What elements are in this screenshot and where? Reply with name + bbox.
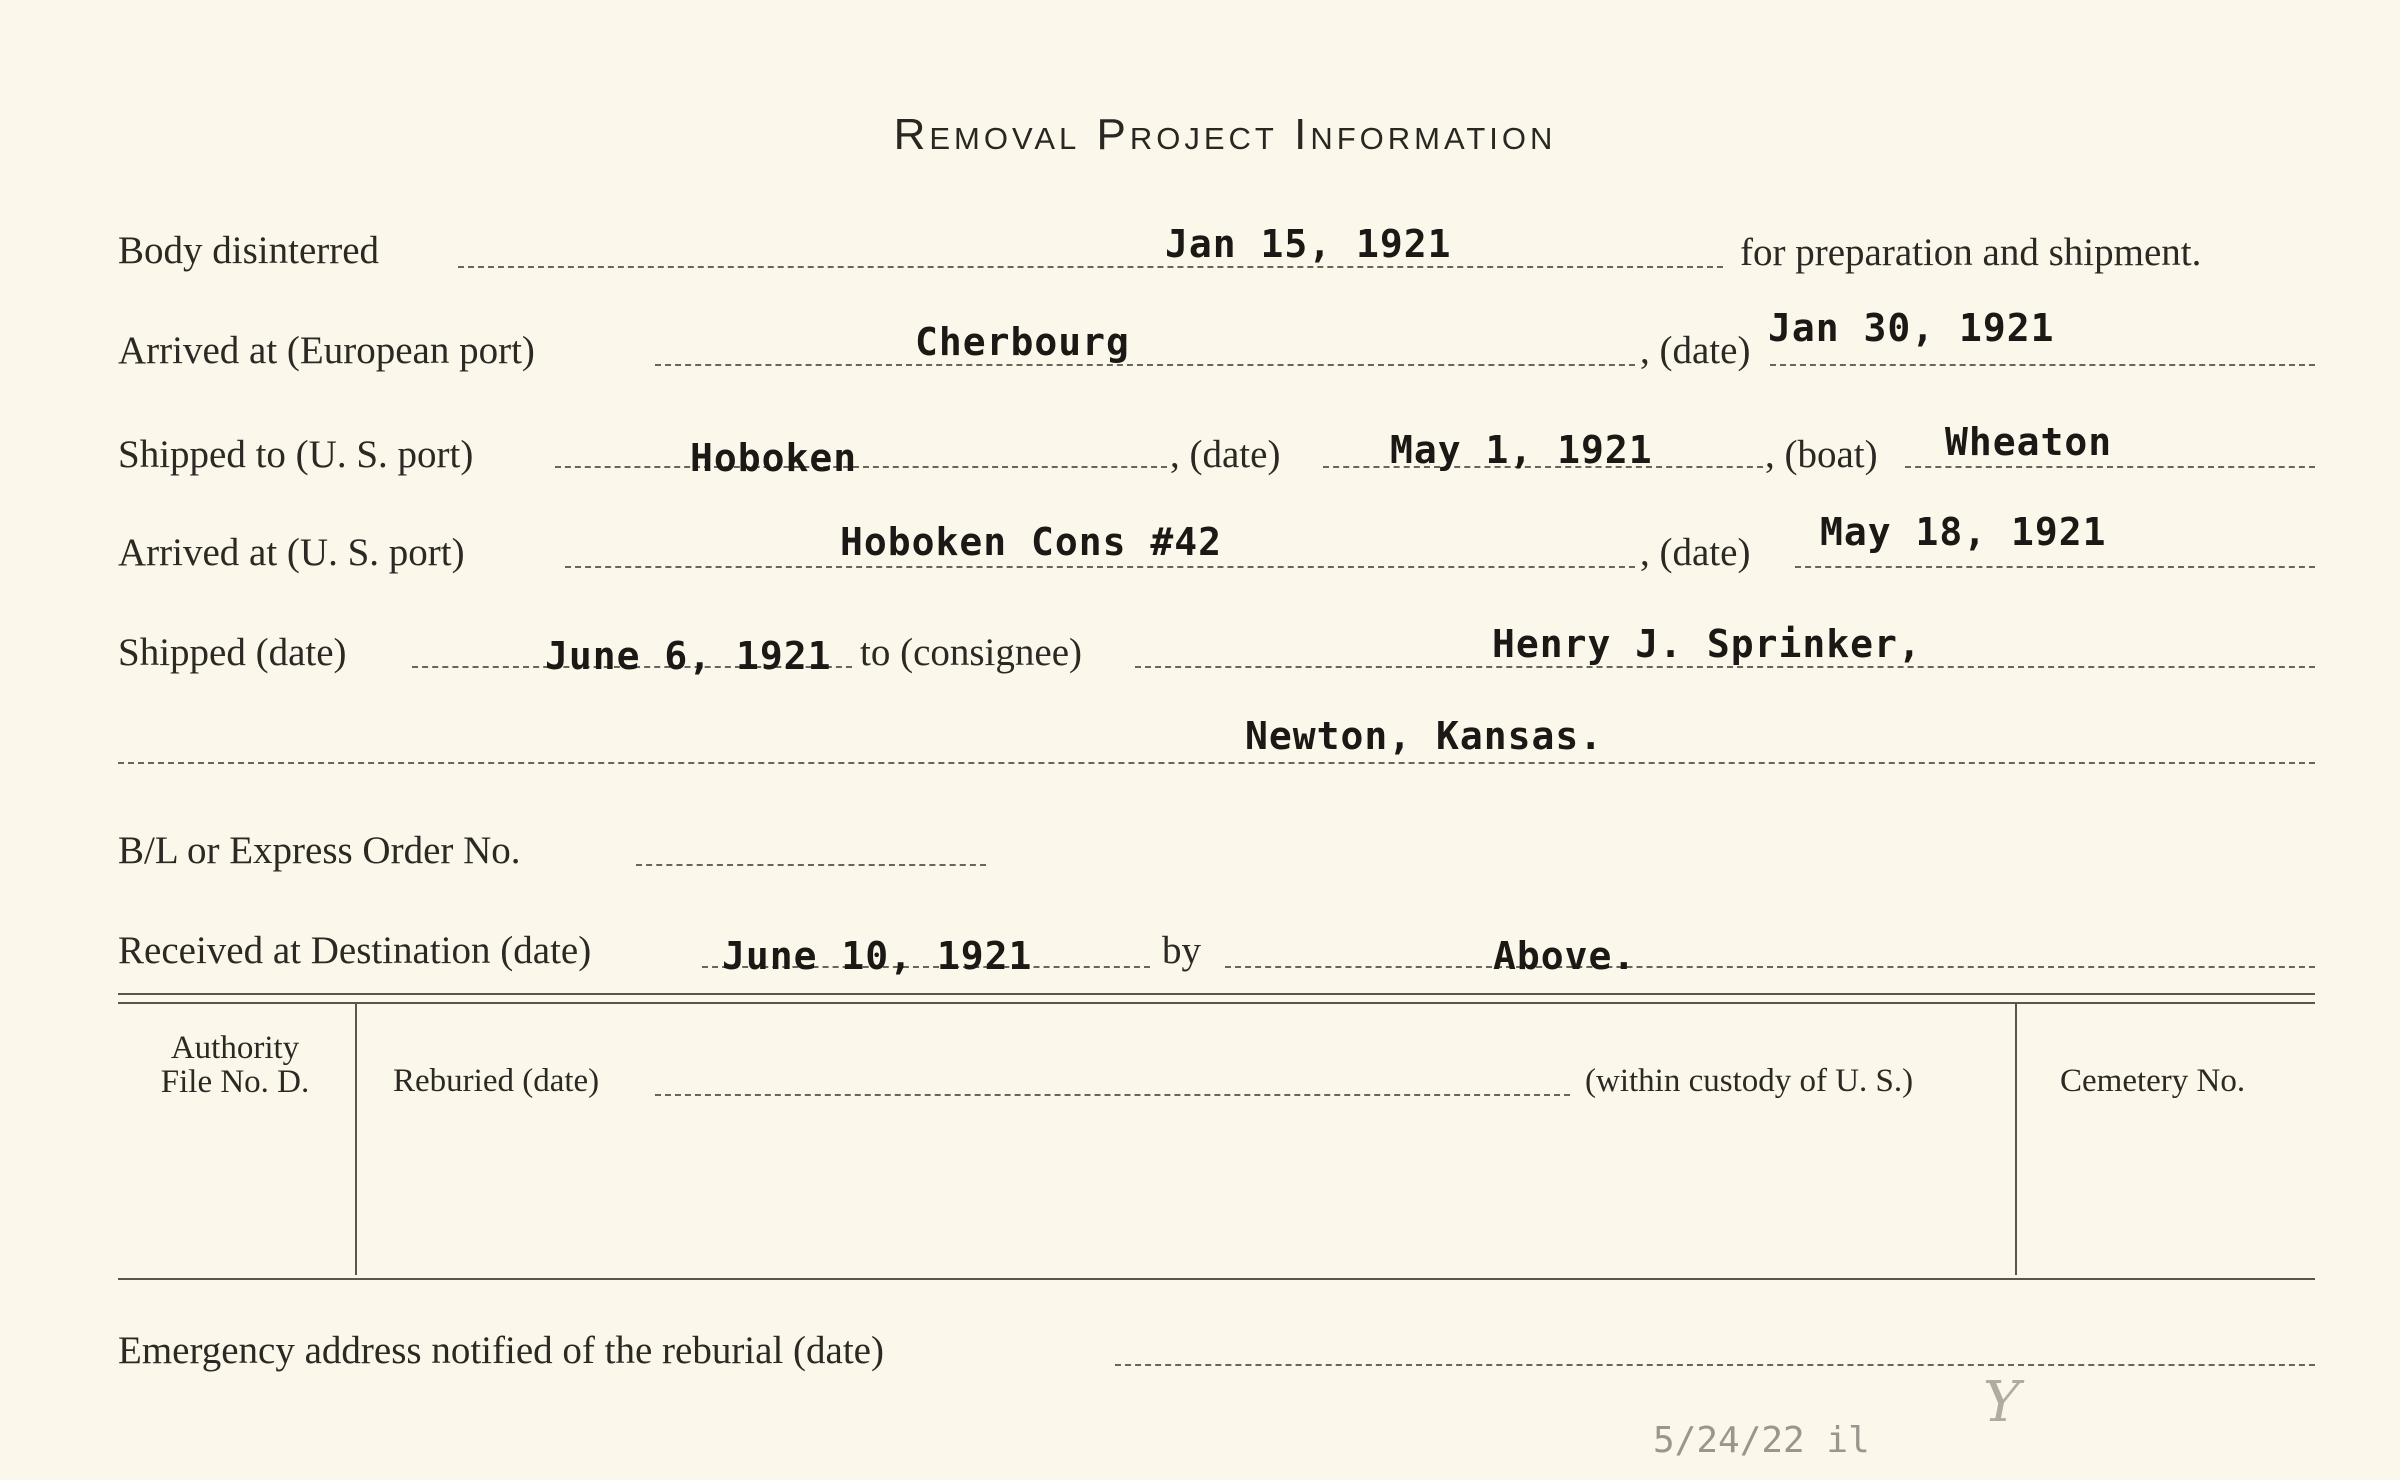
received-by-label: by xyxy=(1162,929,1201,972)
european-date-value: Jan 30, 1921 xyxy=(1768,306,2055,350)
us-port-shipped-label: Shipped to (U. S. port) xyxy=(118,433,474,476)
authority-label-line2: File No. D. xyxy=(160,1064,310,1100)
box-bottom-rule xyxy=(118,1278,2315,1280)
european-date-label: , (date) xyxy=(1640,329,1751,372)
received-by-line xyxy=(1225,966,2315,968)
boat-value: Wheaton xyxy=(1945,420,2113,464)
us-port-shipped-line xyxy=(555,466,1167,468)
european-port-value: Cherbourg xyxy=(915,320,1130,364)
consignee-line2: Newton, Kansas. xyxy=(1245,714,1604,758)
box-divider-right xyxy=(2015,1003,2017,1275)
disinterred-line xyxy=(458,266,1723,268)
emergency-line xyxy=(1115,1364,2315,1366)
custody-label: (within custody of U. S.) xyxy=(1585,1063,1914,1099)
box-top-rule-2 xyxy=(118,1002,2315,1004)
received-label: Received at Destination (date) xyxy=(118,929,592,972)
bl-label: B/L or Express Order No. xyxy=(118,829,521,872)
european-date-line xyxy=(1770,364,2315,366)
card-title: Removal Project Information xyxy=(893,110,1557,159)
box-divider-left xyxy=(355,1003,357,1275)
shipped-date-label: Shipped (date) xyxy=(118,631,347,674)
pencil-mark: Y xyxy=(1983,1370,2020,1435)
us-port-shipped-value: Hoboken xyxy=(690,436,858,480)
bl-line xyxy=(636,864,986,866)
emergency-label: Emergency address notified of the reburial (date) xyxy=(118,1329,884,1372)
box-top-rule-1 xyxy=(118,993,2315,995)
european-port-line xyxy=(655,364,1635,366)
boat-line xyxy=(1905,466,2315,468)
received-by-value: Above. xyxy=(1493,934,1637,978)
reburied-line xyxy=(655,1094,1570,1096)
us-arrived-date-label: , (date) xyxy=(1640,531,1751,574)
consignee-label: to (consignee) xyxy=(860,631,1083,674)
consignee-line xyxy=(1135,666,2315,668)
us-port-arrived-value: Hoboken Cons #42 xyxy=(840,520,1223,564)
reburied-label: Reburied (date) xyxy=(393,1063,600,1099)
cemetery-label: Cemetery No. xyxy=(2060,1063,2246,1099)
consignee-address-line xyxy=(118,762,2315,764)
us-arrived-date-value: May 18, 1921 xyxy=(1820,510,2107,554)
received-date-value: June 10, 1921 xyxy=(722,934,1033,978)
us-arrived-date-line xyxy=(1795,566,2315,568)
shipped-date-value: June 6, 1921 xyxy=(545,634,832,678)
disinterred-date: Jan 15, 1921 xyxy=(1165,222,1452,266)
us-port-arrived-label: Arrived at (U. S. port) xyxy=(118,531,465,574)
us-shipped-date-label: , (date) xyxy=(1170,433,1281,476)
us-shipped-date-value: May 1, 1921 xyxy=(1390,428,1653,472)
us-port-arrived-line xyxy=(565,566,1635,568)
date-stamp: 5/24/22 il xyxy=(1653,1420,1870,1461)
authority-label-line1: Authority xyxy=(170,1030,300,1066)
consignee-line1: Henry J. Sprinker, xyxy=(1492,622,1922,666)
disinterred-label: Body disinterred xyxy=(118,229,380,272)
boat-label: , (boat) xyxy=(1765,433,1878,476)
disinterred-suffix: for preparation and shipment. xyxy=(1740,231,2202,274)
european-port-label: Arrived at (European port) xyxy=(118,329,535,372)
